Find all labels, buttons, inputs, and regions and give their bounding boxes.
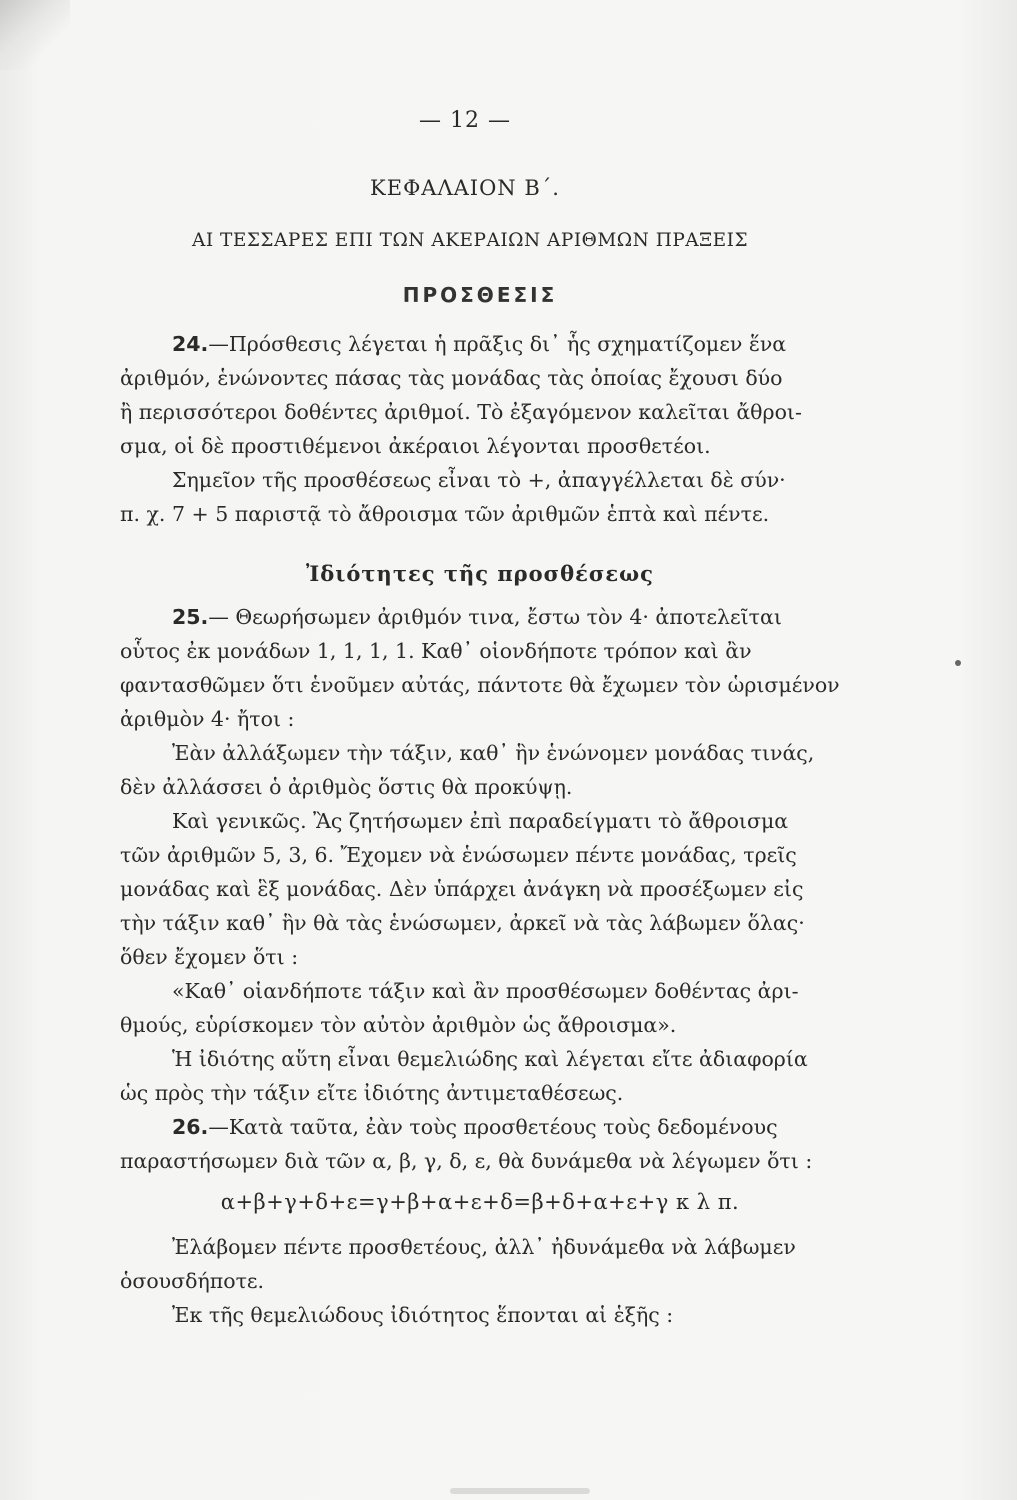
section-title: ΠΡΟΣΘΕΣΙΣ <box>402 283 558 307</box>
paragraph-line: Ἐλάβομεν πέντε προσθετέους, ἀλλ᾽ ἠδυνάμεθα νὰ λάβωμεν <box>172 1235 796 1259</box>
paragraph-line: τῶν ἀριθμῶν 5, 3, 6. Ἔχομεν νὰ ἑνώσωμεν πέντε μονάδας, τρεῖς <box>120 843 797 867</box>
page-content <box>120 108 840 1332</box>
paragraph-line: ἢ περισσότεροι δοθέντες ἀριθμοί. Τὸ ἐξαγόμενον καλεῖται ἄθροι- <box>120 400 802 424</box>
chapter-subtitle: ΑΙ ΤΕΣΣΑΡΕΣ ΕΠΙ ΤΩΝ ΑΚΕΡΑΙΩΝ ΑΡΙΘΜΩΝ ΠΡΑΞΕΙΣ <box>191 230 749 251</box>
paragraph-line: τὴν τάξιν καθ᾽ ἣν θὰ τὰς ἑνώσωμεν, ἀρκεῖ νὰ τὰς λάβωμεν ὅλας· <box>120 911 805 935</box>
bottom-smudge <box>450 1488 590 1494</box>
paragraph-line: «Καθ᾽ οἱανδήποτε τάξιν καὶ ἂν προσθέσωμεν δοθέντας ἀρι- <box>172 979 799 1003</box>
paragraph-line: Καὶ γενικῶς. Ἂς ζητήσωμεν ἐπὶ παραδείγματι τὸ ἄθροισμα <box>172 809 789 833</box>
paragraph-line: δὲν ἀλλάσσει ὁ ἀριθμὸς ὅστις θὰ προκύψῃ. <box>120 775 573 799</box>
section-25 <box>120 600 840 1110</box>
paragraph-line: π. χ. 7 + 5 παριστᾷ τὸ ἄθροισμα τῶν ἀριθμῶν ἑπτὰ καὶ πέντε. <box>120 502 770 526</box>
commutative-formula: α+β+γ+δ+ε=γ+β+α+ε+δ=β+δ+α+ε+γ κ λ π. <box>220 1190 740 1214</box>
paragraph-line: Ἡ ἰδιότης αὕτη εἶναι θεμελιώδης καὶ λέγεται εἴτε ἀδιαφορία <box>172 1047 808 1071</box>
page-fold-corner <box>0 0 70 70</box>
ink-spot <box>955 660 961 666</box>
paragraph-line: ὁσουσδήποτε. <box>120 1269 265 1293</box>
paragraph-number: 26. <box>172 1115 209 1139</box>
paragraph-line: ὅθεν ἔχομεν ὅτι : <box>120 945 299 969</box>
chapter-title: ΚΕΦΑΛΑΙΟΝ Β΄. <box>370 176 560 200</box>
paragraph-line: Ἐὰν ἀλλάξωμεν τὴν τάξιν, καθ᾽ ἣν ἑνώνομεν μονάδας τινάς, <box>172 741 815 765</box>
section-26-continued <box>120 1230 840 1332</box>
paragraph-line: ἀριθμόν, ἑνώνοντες πάσας τὰς μονάδας τὰς ὁποίας ἔχουσι δύο <box>120 366 783 390</box>
paragraph-number: 25. <box>172 605 209 629</box>
paragraph-line: Σημεῖον τῆς προσθέσεως εἶναι τὸ +, ἀπαγγέλλεται δὲ σύν· <box>172 468 786 492</box>
paragraph-line: οὗτος ἐκ μονάδων 1, 1, 1, 1. Καθ᾽ οἱονδήποτε τρόπον καὶ ἂν <box>120 639 752 663</box>
paragraph-line: θμούς, εὑρίσκομεν τὸν αὐτὸν ἀριθμὸν ὡς ἄθροισμα». <box>120 1013 677 1037</box>
paragraph-line: Ἐκ τῆς θεμελιώδους ἰδιότητος ἕπονται αἱ ἑξῆς : <box>172 1303 674 1327</box>
paragraph-line: μονάδας καὶ ἓξ μονάδας. Δὲν ὑπάρχει ἀνάγκη νὰ προσέξωμεν εἰς <box>120 877 804 901</box>
properties-heading: Ἰδιότητες τῆς προσθέσεως <box>306 561 654 586</box>
paragraph-line: σμα, οἱ δὲ προστιθέμενοι ἀκέραιοι λέγονται προσθετέοι. <box>120 434 711 458</box>
paragraph-line: 25.— Θεωρήσωμεν ἀριθμόν τινα, ἔστω τὸν 4· ἀποτελεῖται <box>172 605 782 629</box>
page-number: — 12 — <box>419 108 511 133</box>
paragraph-line: 26.—Κατὰ ταῦτα, ἐὰν τοὺς προσθετέους τοὺς δεδομένους <box>172 1115 778 1139</box>
section-24 <box>120 327 840 531</box>
paragraph-line: φαντασθῶμεν ὅτι ἑνοῦμεν αὐτάς, πάντοτε θὰ ἔχωμεν τὸν ὡρισμένον <box>120 673 840 697</box>
paragraph-line: παραστήσωμεν διὰ τῶν α, β, γ, δ, ε, θὰ δυνάμεθα νὰ λέγωμεν ὅτι : <box>120 1149 813 1173</box>
paragraph-line: ἀριθμὸν 4· ἤτοι : <box>120 707 295 731</box>
paragraph-number: 24. <box>172 332 209 356</box>
section-26 <box>120 1110 840 1178</box>
paragraph-line: ὡς πρὸς τὴν τάξιν εἴτε ἰδιότης ἀντιμεταθέσεως. <box>120 1081 624 1105</box>
paragraph-line: 24.—Πρόσθεσις λέγεται ἡ πρᾶξις δι᾽ ἧς σχηματίζομεν ἕνα <box>172 332 787 356</box>
